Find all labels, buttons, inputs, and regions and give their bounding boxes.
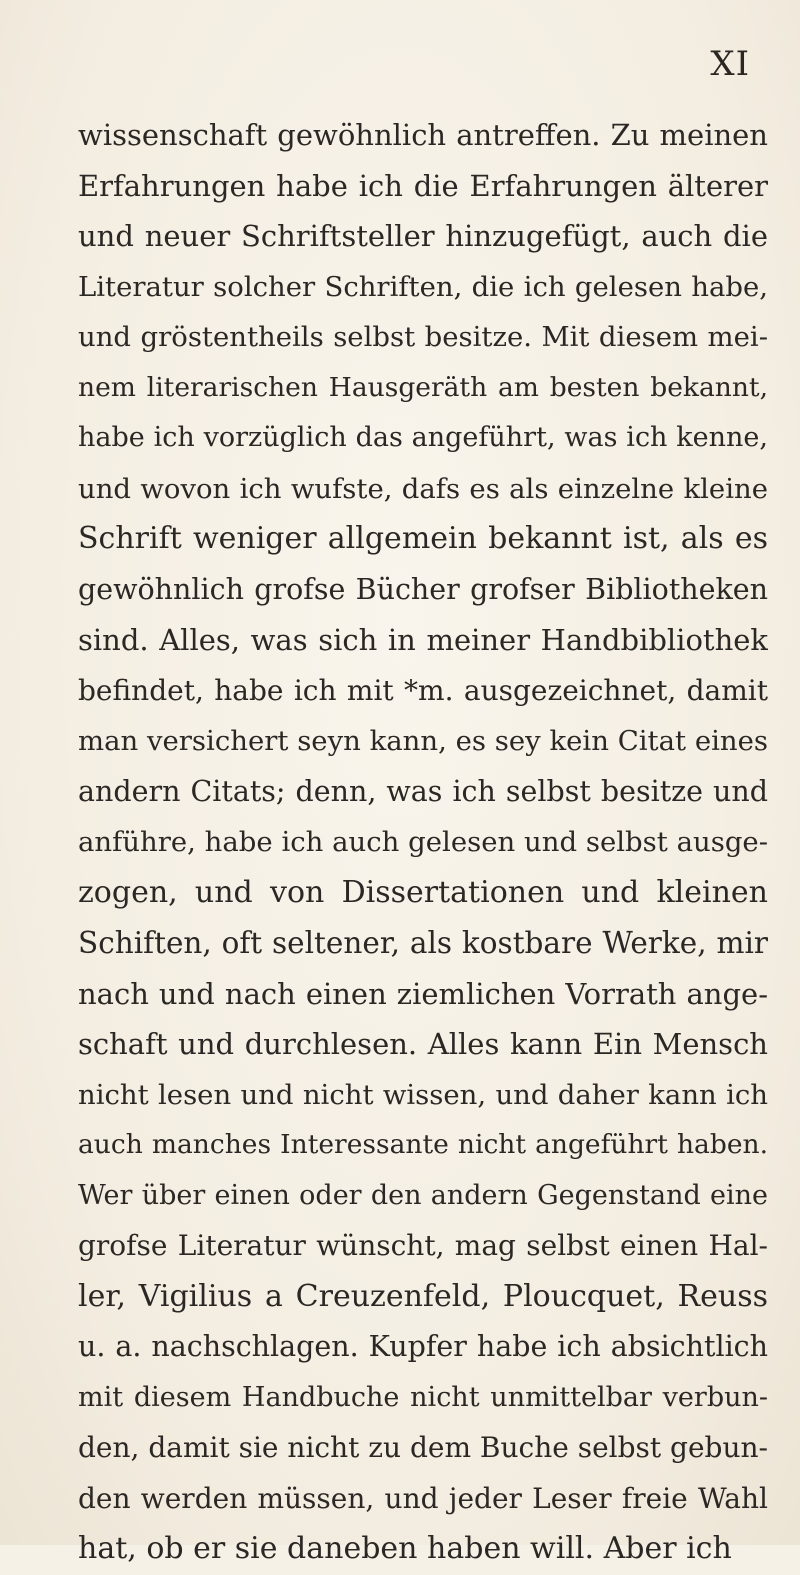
text-line: Schiften, oft seltener, als kostbare Werke, mir — [78, 926, 768, 960]
text-line: wissenschaft gewöhnlich antreffen. Zu meinen — [78, 118, 768, 152]
text-line: nicht lesen und nicht wissen, und daher kann ich — [78, 1078, 768, 1111]
text-line: andern Citats; denn, was ich selbst besitze und — [78, 774, 768, 808]
text-line: man versichert seyn kann, es sey kein Citat eines — [78, 725, 768, 757]
text-line: zogen, und von Dissertationen und kleinen — [78, 874, 768, 910]
text-line: schaft und durchlesen. Alles kann Ein Mensch — [78, 1027, 768, 1061]
text-line: sind. Alles, was sich in meiner Handbibliothek — [78, 623, 768, 657]
text-line: habe ich vorzüglich das angeführt, was ich kenne, — [78, 422, 768, 453]
text-line: nem literarischen Hausgeräth am besten bekannt, — [78, 371, 768, 403]
text-line: Erfahrungen habe ich die Erfahrungen älterer — [78, 168, 768, 203]
page-number: XI — [710, 44, 750, 84]
text-line: gewöhnlich grofse Bücher grofser Bibliotheken — [78, 572, 768, 606]
text-line: befindet, habe ich mit *m. ausgezeichnet, damit — [78, 673, 768, 707]
text-line: ler, Vigilius a Creuzenfeld, Ploucquet, Reuss — [78, 1278, 768, 1314]
text-line: Schrift weniger allgemein bekannt ist, als es — [78, 521, 768, 556]
text-line: hat, ob er sie daneben haben will. Aber ich — [78, 1531, 732, 1566]
text-line: den, damit sie nicht zu dem Buche selbst gebun- — [78, 1431, 768, 1464]
text-line: nach und nach einen ziemlichen Vorrath ange- — [78, 976, 768, 1011]
text-line: und wovon ich wufste, dafs es als einzelne kleine — [78, 472, 768, 505]
text-line: Literatur solcher Schriften, die ich gelesen habe, — [78, 270, 768, 303]
text-line: und gröstentheils selbst besitze. Mit diesem mei- — [78, 321, 768, 353]
text-line: und neuer Schriftsteller hinzugefügt, auch die — [78, 219, 768, 253]
text-line: Wer über einen oder den andern Gegenstand eine — [78, 1179, 768, 1211]
text-line: mit diesem Handbuche nicht unmittelbar verbun- — [78, 1381, 768, 1413]
body-text — [78, 110, 768, 1575]
text-line: anführe, habe ich auch gelesen und selbst ausge- — [78, 826, 768, 858]
text-line: grofse Literatur wünscht, mag selbst einen Hal- — [78, 1229, 768, 1262]
text-line: u. a. nachschlagen. Kupfer habe ich absichtlich — [78, 1330, 768, 1363]
text-line: den werden müssen, und jeder Leser freie Wahl — [78, 1481, 768, 1515]
text-line: auch manches Interessante nicht angeführt haben. — [78, 1129, 768, 1160]
